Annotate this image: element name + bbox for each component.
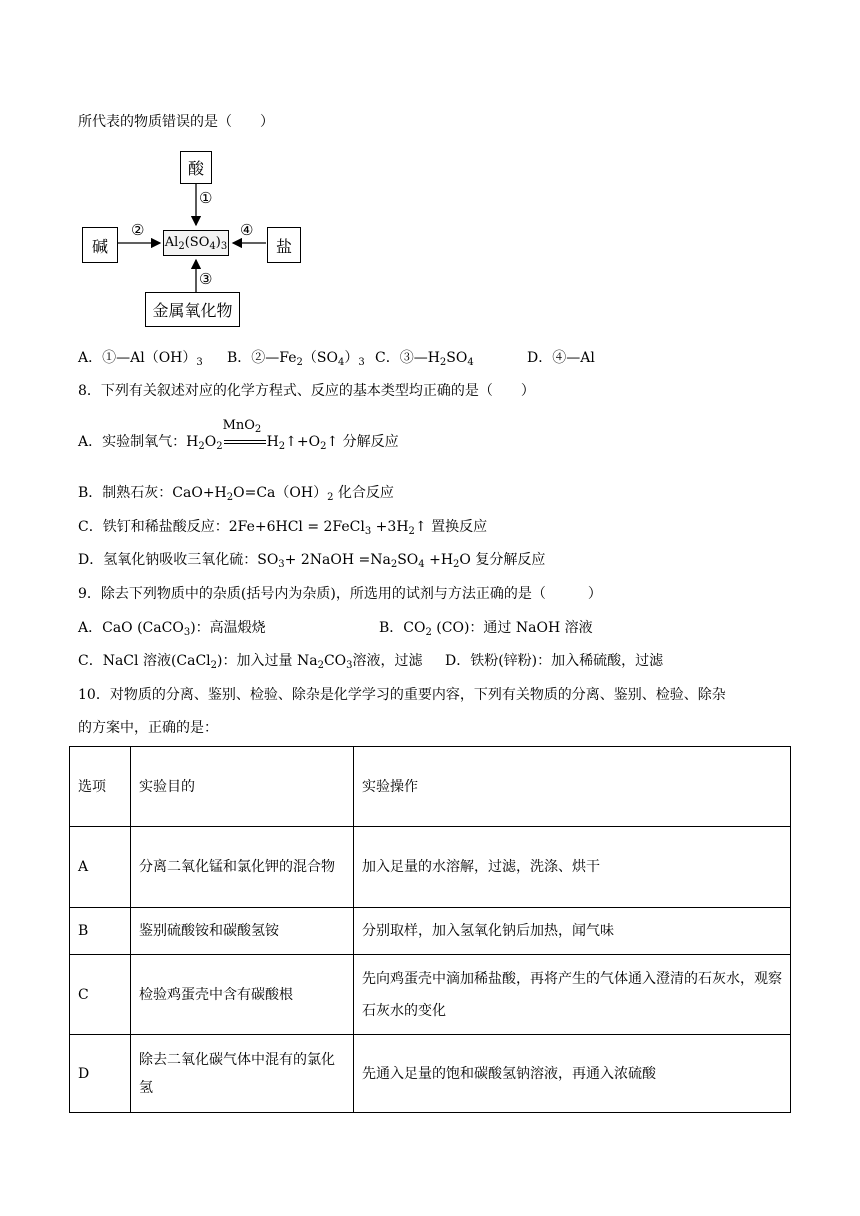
catalyst-label: MnO$_2$: [222, 418, 262, 435]
cell-option: D: [70, 1035, 131, 1113]
q7-options: [78, 348, 595, 373]
q9-row-1: [78, 618, 593, 643]
cell-operation: 分别取样，加入氢氧化钠后加热，闻气味: [354, 908, 791, 955]
q9-option-a: A．CaO (CaCO$_3$)：高温煅烧: [78, 620, 266, 638]
catalyst-equals: [222, 418, 267, 452]
cell-operation: 先通入足量的饱和碳酸氢钠溶液，再通入浓硫酸: [354, 1035, 791, 1113]
cell-option: C: [70, 955, 131, 1035]
marker-4: ④: [240, 221, 254, 239]
q9-option-c: C．NaCl 溶液(CaCl$_2$)：加入过量 $Na_2CO_3$溶液，过滤: [78, 653, 423, 671]
q8-option-b: B．制熟石灰：$CaO+H_2O=Ca(OH)_2$ 化合反应: [78, 485, 394, 503]
cell-purpose: 除去二氧化碳气体中混有的氯化氢: [131, 1035, 354, 1113]
table-row: [70, 1035, 791, 1113]
q7-option-b: B．$②—Fe_2(SO_4)_3$: [227, 350, 365, 368]
marker-2: ②: [131, 221, 145, 239]
acid-label: 酸: [187, 159, 204, 178]
cell-option: A: [70, 827, 131, 908]
q8-option-c: C．铁钉和稀盐酸反应：2Fe+6HCl = 2FeCl$_3$ $+3H_2↑$ 置换反应: [78, 519, 488, 537]
q7-stem-tail: 所代表的物质错误的是（ ）: [78, 114, 274, 130]
q8-option-a: A．实验制氧气：$H_2O_2$ MnO$_2$ $H_2↑+O_2↑$ 分解反应: [78, 418, 399, 452]
diagram-arrows: [0, 0, 860, 340]
q10-stem-line1: 10．对物质的分离、鉴别、检验、除杂是化学学习的重要内容，下列有关物质的分离、鉴别、检验、除杂: [78, 687, 726, 703]
q9-option-b: B．$CO_2$ (CO)：通过 NaOH 溶液: [379, 620, 593, 638]
double-bar: [224, 440, 266, 444]
cell-purpose: 分离二氧化锰和氯化钾的混合物: [131, 827, 354, 908]
q7-option-c: C．$③—H_2SO_4$: [375, 350, 474, 368]
q9-stem: 9．除去下列物质中的杂质(括号内为杂质)，所选用的试剂与方法正确的是（ ）: [78, 586, 602, 602]
q10-table: [69, 746, 791, 1113]
cell-purpose: 鉴别硫酸铵和碳酸氢铵: [131, 908, 354, 955]
q7-option-d: D．④—Al: [527, 350, 595, 366]
q7-option-a: A．$①—Al(OH)_3$: [78, 350, 203, 368]
cell-purpose: 检验鸡蛋壳中含有碳酸根: [131, 955, 354, 1035]
salt-label: 盐: [275, 236, 292, 256]
q10-stem-line2: 的方案中，正确的是：: [78, 720, 218, 736]
cell-operation: 加入足量的水溶解，过滤，洗涤、烘干: [354, 827, 791, 908]
q8-option-d: D．氢氧化钠吸收三氧化硫：$SO_3+$ 2NaOH $=Na_2SO_4 +H_2O$ 复分解反应: [78, 552, 546, 570]
table-row: [70, 827, 791, 908]
base-box: [82, 227, 118, 263]
table-row: [70, 955, 791, 1035]
al2so43-box: [163, 230, 229, 256]
marker-3: ③: [199, 270, 213, 288]
center-formula: $Al_2(SO_4)_3$: [164, 234, 228, 252]
header-operation: 实验操作: [354, 747, 791, 827]
table-header-row: [70, 747, 791, 827]
q9-option-d: D．铁粉(锌粉)：加入稀硫酸，过滤: [445, 653, 664, 669]
acid-box: [180, 151, 212, 184]
header-purpose: 实验目的: [131, 747, 354, 827]
salt-box: [267, 227, 301, 263]
header-option: 选项: [70, 747, 131, 827]
metal-oxide-label: 金属氧化物: [152, 301, 233, 320]
base-label: 碱: [91, 236, 108, 256]
cell-operation: 先向鸡蛋壳中滴加稀盐酸，再将产生的气体通入澄清的石灰水，观察石灰水的变化: [354, 955, 791, 1035]
marker-1: ①: [199, 189, 213, 207]
metal-oxide-box: [145, 292, 240, 327]
q8-stem: 8．下列有关叙述对应的化学方程式、反应的基本类型均正确的是（ ）: [78, 383, 535, 399]
reaction-diagram: [0, 0, 860, 340]
cell-option: B: [70, 908, 131, 955]
q9-row-2: [78, 651, 664, 676]
table-row: [70, 908, 791, 955]
